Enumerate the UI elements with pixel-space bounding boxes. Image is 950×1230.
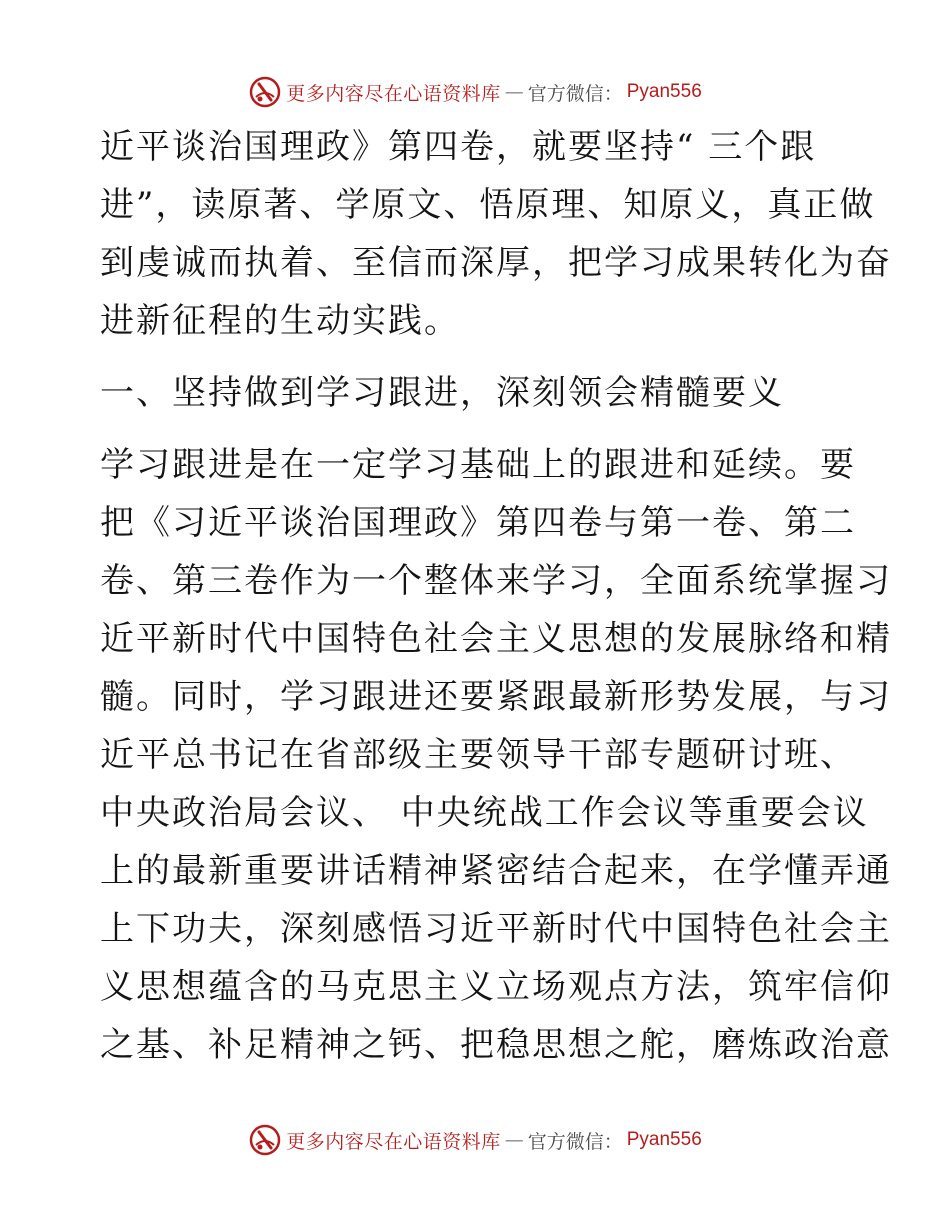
wechat-label: 官方微信： xyxy=(527,1130,623,1153)
text-line: 卷、第三卷作为一个整体来学习，全面系统掌握习 xyxy=(100,561,892,601)
text-line: 髓。同时，学习跟进还要紧跟最新形势发展，与习 xyxy=(100,677,892,717)
banner-dash: — xyxy=(504,1129,524,1151)
header-banner xyxy=(0,72,950,112)
banner-title: 更多内容尽在心语资料库 xyxy=(286,1130,501,1153)
wechat-id: Pyan556 xyxy=(626,1129,702,1150)
text-line: 进”，读原著、学原文、悟原理、知原义，真正做 xyxy=(100,185,876,225)
intro-paragraph xyxy=(100,118,892,350)
text-line: 上下功夫，深刻感悟习近平新时代中国特色社会主 xyxy=(100,909,892,949)
body-paragraph xyxy=(100,436,892,1074)
book-logo-icon xyxy=(248,75,282,109)
text-line: 中央政治局会议、 中央统战工作会议等重要会议 xyxy=(100,793,869,833)
footer-banner xyxy=(0,1120,950,1160)
text-line: 上的最新重要讲话精神紧密结合起来，在学懂弄通 xyxy=(100,851,892,891)
text-line: 学习跟进是在一定学习基础上的跟进和延续。要 xyxy=(100,445,856,485)
book-logo-icon xyxy=(248,1123,282,1157)
section-heading: 一、坚持做到学习跟进，深刻领会精髓要义 xyxy=(100,373,784,413)
text-line: 把《习近平谈治国理政》第四卷与第一卷、第二 xyxy=(100,503,856,543)
wechat-id: Pyan556 xyxy=(626,81,702,102)
text-line: 近平总书记在省部级主要领导干部专题研讨班、 xyxy=(100,735,856,775)
text-line: 进新征程的生动实践。 xyxy=(100,301,460,341)
text-line: 近平谈治国理政》第四卷，就要坚持“ 三个跟 xyxy=(100,127,817,167)
text-line: 到虔诚而执着、至信而深厚，把学习成果转化为奋 xyxy=(100,243,892,283)
document-body xyxy=(100,118,892,1074)
wechat-label: 官方微信： xyxy=(527,82,623,105)
banner-dash: — xyxy=(504,81,524,103)
banner-title: 更多内容尽在心语资料库 xyxy=(286,82,501,105)
text-line: 义思想蕴含的马克思主义立场观点方法，筑牢信仰 xyxy=(100,967,892,1007)
text-line: 近平新时代中国特色社会主义思想的发展脉络和精 xyxy=(100,619,892,659)
text-line: 之基、补足精神之钙、把稳思想之舵，磨炼政治意 xyxy=(100,1025,892,1065)
